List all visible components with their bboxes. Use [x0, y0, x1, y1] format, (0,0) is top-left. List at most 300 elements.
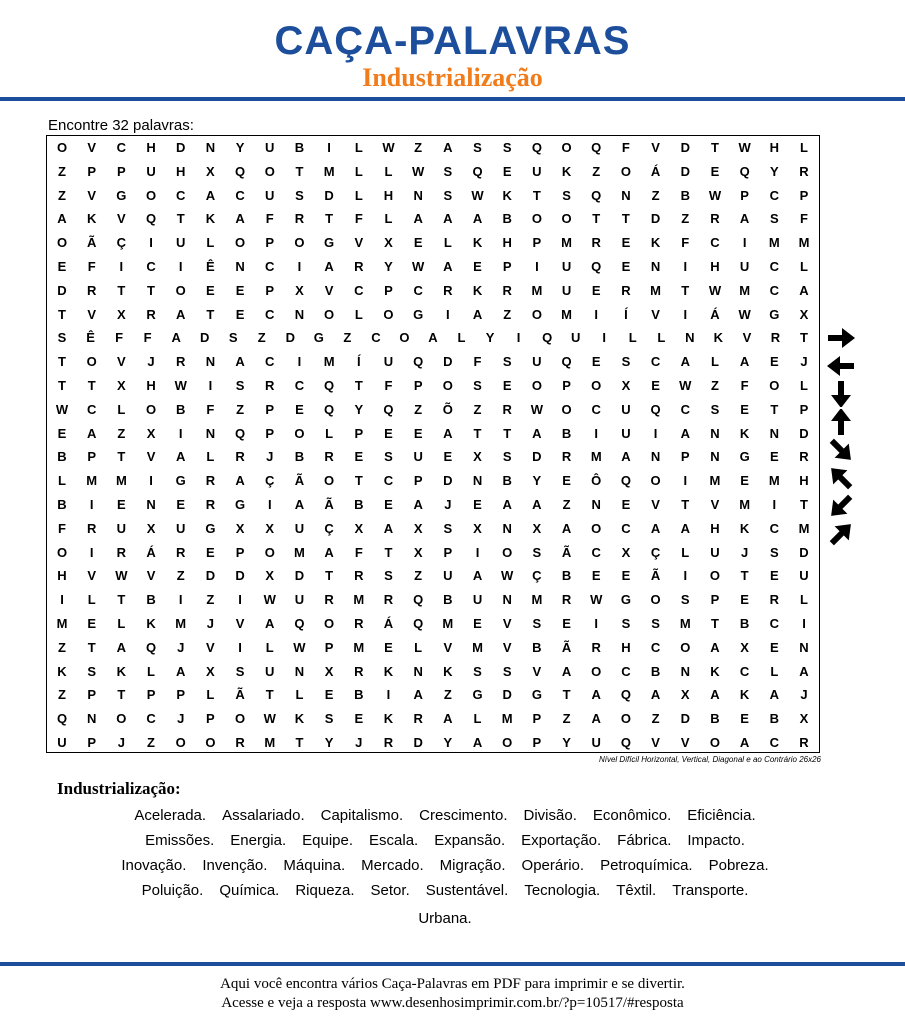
- grid-cell[interactable]: E: [473, 616, 482, 631]
- grid-cell[interactable]: M: [264, 735, 276, 750]
- grid-cell[interactable]: I: [267, 497, 272, 512]
- grid-cell[interactable]: P: [799, 187, 809, 203]
- grid-cell[interactable]: S: [443, 187, 453, 203]
- grid-cell[interactable]: D: [650, 211, 661, 227]
- grid-cell[interactable]: E: [740, 401, 749, 417]
- grid-cell[interactable]: E: [651, 378, 660, 393]
- grid-cell[interactable]: U: [561, 259, 572, 274]
- grid-cell[interactable]: Q: [561, 354, 572, 370]
- grid-cell[interactable]: O: [591, 663, 602, 679]
- grid-cell[interactable]: A: [324, 544, 334, 560]
- grid-cell[interactable]: P: [532, 735, 542, 750]
- grid-cell[interactable]: Q: [413, 616, 424, 631]
- grid-cell[interactable]: N: [769, 425, 779, 441]
- grid-cell[interactable]: U: [561, 282, 572, 298]
- grid-cell[interactable]: E: [384, 425, 393, 441]
- grid-cell[interactable]: S: [473, 378, 482, 393]
- grid-cell[interactable]: X: [146, 520, 156, 536]
- grid-cell[interactable]: Ã: [561, 544, 572, 560]
- grid-cell[interactable]: L: [457, 330, 466, 346]
- grid-cell[interactable]: W: [263, 592, 276, 608]
- grid-cell[interactable]: F: [473, 354, 482, 370]
- grid-cell[interactable]: S: [769, 544, 779, 560]
- grid-cell[interactable]: W: [530, 401, 544, 417]
- grid-cell[interactable]: E: [206, 282, 215, 298]
- grid-cell[interactable]: Y: [443, 735, 453, 750]
- grid-cell[interactable]: S: [710, 401, 720, 417]
- grid-cell[interactable]: Z: [473, 401, 482, 417]
- grid-cell[interactable]: N: [146, 497, 156, 512]
- grid-cell[interactable]: A: [799, 663, 809, 679]
- grid-cell[interactable]: A: [739, 735, 750, 750]
- grid-cell[interactable]: H: [621, 639, 631, 655]
- grid-cell[interactable]: R: [502, 282, 512, 298]
- grid-cell[interactable]: O: [620, 163, 631, 179]
- grid-cell[interactable]: R: [324, 592, 334, 608]
- grid-cell[interactable]: A: [532, 425, 542, 441]
- grid-cell[interactable]: N: [205, 140, 216, 155]
- grid-cell[interactable]: L: [628, 330, 637, 346]
- grid-cell[interactable]: X: [265, 520, 275, 536]
- grid-cell[interactable]: J: [800, 354, 808, 370]
- grid-cell[interactable]: M: [590, 449, 602, 465]
- grid-cell[interactable]: N: [205, 425, 216, 441]
- grid-cell[interactable]: A: [235, 473, 245, 489]
- grid-cell[interactable]: H: [769, 140, 779, 155]
- grid-cell[interactable]: M: [798, 235, 810, 251]
- grid-cell[interactable]: X: [117, 378, 126, 393]
- grid-cell[interactable]: Ã: [561, 639, 572, 655]
- grid-cell[interactable]: N: [799, 639, 809, 655]
- grid-cell[interactable]: O: [709, 735, 721, 750]
- grid-cell[interactable]: G: [175, 473, 186, 489]
- grid-cell[interactable]: I: [683, 306, 688, 322]
- grid-cell[interactable]: E: [562, 473, 571, 489]
- grid-cell[interactable]: Ê: [206, 259, 215, 274]
- grid-cell[interactable]: E: [384, 497, 393, 512]
- grid-cell[interactable]: B: [710, 711, 720, 727]
- grid-cell[interactable]: W: [738, 306, 751, 322]
- grid-cell[interactable]: S: [235, 663, 245, 679]
- grid-cell[interactable]: U: [116, 520, 127, 536]
- grid-cell[interactable]: K: [383, 711, 394, 727]
- grid-cell[interactable]: M: [294, 544, 305, 560]
- grid-cell[interactable]: W: [708, 187, 722, 203]
- grid-cell[interactable]: I: [297, 354, 302, 370]
- grid-cell[interactable]: L: [147, 663, 155, 679]
- grid-cell[interactable]: I: [516, 330, 521, 346]
- grid-cell[interactable]: X: [206, 163, 215, 179]
- grid-cell[interactable]: A: [443, 259, 453, 274]
- grid-cell[interactable]: R: [561, 449, 572, 465]
- grid-cell[interactable]: C: [265, 306, 275, 322]
- grid-cell[interactable]: J: [147, 354, 155, 370]
- grid-cell[interactable]: A: [86, 425, 97, 441]
- grid-cell[interactable]: V: [502, 639, 512, 655]
- grid-cell[interactable]: O: [399, 330, 410, 346]
- grid-cell[interactable]: Í: [624, 306, 628, 322]
- grid-cell[interactable]: A: [561, 663, 572, 679]
- grid-cell[interactable]: U: [532, 354, 542, 370]
- grid-cell[interactable]: O: [264, 544, 275, 560]
- grid-cell[interactable]: I: [119, 259, 124, 274]
- grid-cell[interactable]: D: [285, 330, 295, 346]
- grid-cell[interactable]: N: [86, 711, 97, 727]
- grid-cell[interactable]: O: [264, 163, 275, 179]
- grid-cell[interactable]: W: [471, 187, 484, 203]
- grid-cell[interactable]: R: [591, 235, 601, 251]
- grid-cell[interactable]: E: [354, 711, 364, 727]
- grid-cell[interactable]: A: [324, 259, 334, 274]
- grid-cell[interactable]: K: [57, 663, 67, 679]
- grid-cell[interactable]: Ê: [86, 330, 95, 346]
- grid-cell[interactable]: F: [58, 520, 66, 536]
- grid-cell[interactable]: M: [86, 473, 98, 489]
- grid-cell[interactable]: P: [87, 735, 96, 750]
- grid-cell[interactable]: K: [294, 711, 305, 727]
- grid-cell[interactable]: R: [799, 735, 809, 750]
- grid-cell[interactable]: E: [740, 592, 749, 608]
- grid-cell[interactable]: A: [443, 211, 453, 227]
- grid-cell[interactable]: T: [295, 163, 304, 179]
- grid-cell[interactable]: G: [472, 687, 483, 703]
- grid-cell[interactable]: L: [354, 140, 363, 155]
- grid-cell[interactable]: U: [146, 163, 156, 179]
- grid-cell[interactable]: Z: [414, 140, 423, 155]
- grid-cell[interactable]: L: [414, 639, 423, 655]
- grid-cell[interactable]: C: [413, 282, 423, 298]
- grid-cell[interactable]: K: [472, 235, 483, 251]
- grid-cell[interactable]: O: [145, 401, 157, 417]
- grid-cell[interactable]: U: [591, 735, 601, 750]
- grid-cell[interactable]: O: [650, 592, 661, 608]
- grid-cell[interactable]: S: [502, 663, 512, 679]
- grid-cell[interactable]: T: [325, 568, 334, 584]
- grid-cell[interactable]: O: [709, 568, 721, 584]
- grid-cell[interactable]: T: [117, 449, 126, 465]
- grid-cell[interactable]: I: [594, 616, 599, 631]
- grid-cell[interactable]: R: [205, 497, 216, 512]
- grid-cell[interactable]: A: [413, 497, 423, 512]
- grid-cell[interactable]: D: [176, 140, 186, 155]
- grid-cell[interactable]: Z: [58, 687, 66, 703]
- grid-cell[interactable]: B: [176, 401, 186, 417]
- grid-cell[interactable]: Z: [147, 735, 155, 750]
- grid-cell[interactable]: A: [176, 663, 186, 679]
- grid-cell[interactable]: A: [650, 687, 661, 703]
- grid-cell[interactable]: S: [324, 711, 334, 727]
- grid-cell[interactable]: Y: [562, 735, 571, 750]
- grid-cell[interactable]: O: [531, 211, 542, 227]
- grid-cell[interactable]: X: [413, 544, 423, 560]
- grid-cell[interactable]: O: [620, 711, 631, 727]
- grid-cell[interactable]: Q: [472, 163, 483, 179]
- grid-cell[interactable]: Y: [235, 140, 245, 155]
- grid-cell[interactable]: R: [265, 378, 275, 393]
- grid-cell[interactable]: E: [324, 687, 334, 703]
- grid-cell[interactable]: I: [475, 544, 480, 560]
- grid-cell[interactable]: L: [657, 330, 666, 346]
- grid-cell[interactable]: P: [87, 163, 96, 179]
- grid-cell[interactable]: N: [294, 663, 305, 679]
- grid-cell[interactable]: B: [57, 449, 67, 465]
- grid-cell[interactable]: X: [621, 378, 631, 393]
- grid-cell[interactable]: S: [502, 140, 512, 155]
- grid-cell[interactable]: Í: [356, 354, 361, 370]
- grid-cell[interactable]: Z: [176, 568, 185, 584]
- grid-cell[interactable]: N: [680, 663, 690, 679]
- grid-cell[interactable]: O: [56, 235, 68, 251]
- grid-cell[interactable]: W: [263, 711, 276, 727]
- grid-cell[interactable]: V: [87, 568, 96, 584]
- grid-cell[interactable]: O: [205, 735, 216, 750]
- grid-cell[interactable]: A: [532, 497, 542, 512]
- grid-cell[interactable]: T: [710, 140, 719, 155]
- grid-cell[interactable]: P: [502, 259, 512, 274]
- grid-cell[interactable]: Z: [206, 592, 215, 608]
- grid-cell[interactable]: R: [443, 282, 453, 298]
- grid-cell[interactable]: O: [680, 639, 691, 655]
- grid-cell[interactable]: V: [710, 497, 720, 512]
- grid-cell[interactable]: R: [176, 544, 186, 560]
- grid-cell[interactable]: W: [708, 282, 722, 298]
- grid-cell[interactable]: R: [354, 259, 364, 274]
- grid-cell[interactable]: E: [57, 425, 67, 441]
- grid-cell[interactable]: G: [324, 235, 335, 251]
- grid-cell[interactable]: R: [176, 354, 186, 370]
- grid-cell[interactable]: F: [143, 330, 152, 346]
- grid-cell[interactable]: C: [176, 187, 186, 203]
- grid-cell[interactable]: V: [651, 497, 660, 512]
- grid-cell[interactable]: P: [740, 187, 749, 203]
- grid-cell[interactable]: Ç: [116, 235, 127, 251]
- grid-cell[interactable]: N: [650, 259, 661, 274]
- grid-cell[interactable]: O: [235, 235, 246, 251]
- grid-cell[interactable]: A: [680, 354, 690, 370]
- grid-cell[interactable]: H: [710, 259, 720, 274]
- grid-cell[interactable]: A: [413, 211, 423, 227]
- grid-cell[interactable]: V: [146, 568, 156, 584]
- grid-cell[interactable]: P: [206, 711, 215, 727]
- grid-cell[interactable]: P: [413, 473, 423, 489]
- grid-cell[interactable]: P: [354, 425, 364, 441]
- grid-cell[interactable]: V: [651, 735, 660, 750]
- grid-cell[interactable]: T: [354, 378, 363, 393]
- grid-cell[interactable]: D: [443, 473, 453, 489]
- grid-cell[interactable]: I: [208, 378, 213, 393]
- grid-cell[interactable]: D: [235, 568, 245, 584]
- grid-cell[interactable]: S: [562, 187, 571, 203]
- grid-cell[interactable]: R: [770, 330, 781, 346]
- grid-cell[interactable]: U: [294, 520, 305, 536]
- grid-cell[interactable]: C: [294, 378, 305, 393]
- grid-cell[interactable]: O: [324, 306, 335, 322]
- grid-cell[interactable]: U: [621, 425, 631, 441]
- grid-cell[interactable]: Q: [383, 401, 394, 417]
- grid-cell[interactable]: I: [535, 259, 539, 274]
- grid-cell[interactable]: S: [57, 330, 67, 346]
- grid-cell[interactable]: E: [235, 282, 245, 298]
- grid-cell[interactable]: V: [742, 330, 752, 346]
- grid-cell[interactable]: G: [769, 306, 780, 322]
- grid-cell[interactable]: R: [769, 592, 779, 608]
- grid-cell[interactable]: Z: [503, 306, 512, 322]
- grid-cell[interactable]: O: [56, 140, 68, 155]
- grid-cell[interactable]: D: [443, 354, 453, 370]
- grid-cell[interactable]: V: [651, 306, 660, 322]
- grid-cell[interactable]: V: [502, 616, 512, 631]
- grid-cell[interactable]: B: [769, 711, 779, 727]
- grid-cell[interactable]: N: [621, 187, 631, 203]
- grid-cell[interactable]: N: [205, 354, 216, 370]
- grid-cell[interactable]: R: [383, 735, 394, 750]
- grid-cell[interactable]: V: [117, 354, 126, 370]
- grid-cell[interactable]: Ç: [650, 544, 661, 560]
- grid-cell[interactable]: Y: [384, 259, 393, 274]
- grid-cell[interactable]: M: [798, 520, 810, 536]
- grid-cell[interactable]: B: [561, 425, 572, 441]
- grid-cell[interactable]: R: [561, 592, 572, 608]
- grid-cell[interactable]: V: [651, 140, 660, 155]
- grid-cell[interactable]: H: [502, 235, 512, 251]
- grid-cell[interactable]: I: [327, 140, 331, 155]
- grid-cell[interactable]: Z: [58, 639, 66, 655]
- grid-cell[interactable]: Q: [739, 163, 750, 179]
- grid-cell[interactable]: A: [443, 711, 453, 727]
- grid-cell[interactable]: N: [294, 306, 305, 322]
- grid-cell[interactable]: O: [650, 473, 661, 489]
- grid-cell[interactable]: M: [472, 639, 483, 655]
- grid-cell[interactable]: O: [145, 187, 157, 203]
- grid-cell[interactable]: I: [683, 568, 688, 584]
- grid-cell[interactable]: X: [799, 306, 809, 322]
- grid-cell[interactable]: O: [531, 378, 542, 393]
- grid-cell[interactable]: Ã: [650, 568, 661, 584]
- grid-cell[interactable]: C: [116, 140, 127, 155]
- grid-cell[interactable]: I: [594, 425, 599, 441]
- grid-cell[interactable]: C: [265, 354, 275, 370]
- grid-cell[interactable]: Z: [58, 163, 66, 179]
- grid-cell[interactable]: N: [502, 592, 512, 608]
- grid-cell[interactable]: I: [802, 616, 806, 631]
- grid-cell[interactable]: U: [413, 449, 423, 465]
- grid-cell[interactable]: S: [384, 449, 393, 465]
- grid-cell[interactable]: A: [235, 354, 245, 370]
- grid-cell[interactable]: U: [710, 544, 720, 560]
- grid-cell[interactable]: C: [739, 663, 750, 679]
- grid-cell[interactable]: J: [206, 616, 214, 631]
- grid-cell[interactable]: J: [741, 544, 749, 560]
- grid-cell[interactable]: X: [621, 544, 631, 560]
- grid-cell[interactable]: B: [502, 211, 512, 227]
- grid-cell[interactable]: X: [235, 520, 245, 536]
- grid-cell[interactable]: O: [116, 711, 127, 727]
- grid-cell[interactable]: R: [413, 711, 423, 727]
- grid-cell[interactable]: E: [621, 235, 631, 251]
- grid-cell[interactable]: S: [621, 616, 631, 631]
- grid-cell[interactable]: O: [324, 473, 335, 489]
- grid-cell[interactable]: T: [710, 616, 719, 631]
- grid-cell[interactable]: R: [354, 568, 364, 584]
- grid-cell[interactable]: F: [681, 235, 690, 251]
- grid-cell[interactable]: A: [205, 187, 216, 203]
- grid-cell[interactable]: Q: [591, 187, 602, 203]
- grid-cell[interactable]: E: [591, 568, 601, 584]
- grid-cell[interactable]: T: [58, 378, 66, 393]
- grid-cell[interactable]: I: [602, 330, 607, 346]
- grid-cell[interactable]: Q: [324, 401, 335, 417]
- grid-cell[interactable]: K: [739, 520, 750, 536]
- grid-cell[interactable]: K: [561, 163, 572, 179]
- grid-cell[interactable]: Z: [681, 211, 690, 227]
- grid-cell[interactable]: D: [680, 711, 690, 727]
- grid-cell[interactable]: E: [473, 497, 482, 512]
- grid-cell[interactable]: Z: [562, 711, 571, 727]
- grid-cell[interactable]: W: [679, 378, 692, 393]
- grid-cell[interactable]: B: [650, 663, 661, 679]
- grid-cell[interactable]: L: [325, 425, 334, 441]
- grid-cell[interactable]: L: [770, 663, 779, 679]
- grid-cell[interactable]: W: [115, 568, 128, 584]
- grid-cell[interactable]: H: [146, 140, 156, 155]
- grid-cell[interactable]: E: [621, 259, 631, 274]
- grid-cell[interactable]: J: [266, 449, 274, 465]
- grid-cell[interactable]: U: [265, 663, 275, 679]
- grid-cell[interactable]: B: [57, 497, 67, 512]
- grid-cell[interactable]: T: [176, 211, 185, 227]
- grid-cell[interactable]: R: [799, 449, 809, 465]
- grid-cell[interactable]: Y: [485, 330, 495, 346]
- grid-cell[interactable]: M: [115, 473, 127, 489]
- grid-cell[interactable]: C: [591, 401, 601, 417]
- grid-cell[interactable]: X: [413, 520, 423, 536]
- grid-cell[interactable]: A: [428, 330, 438, 346]
- grid-cell[interactable]: E: [295, 401, 304, 417]
- grid-cell[interactable]: U: [570, 330, 581, 346]
- grid-cell[interactable]: N: [413, 663, 423, 679]
- grid-cell[interactable]: I: [742, 235, 747, 251]
- grid-cell[interactable]: S: [680, 592, 690, 608]
- grid-cell[interactable]: L: [800, 592, 808, 608]
- grid-cell[interactable]: H: [146, 378, 156, 393]
- grid-cell[interactable]: K: [502, 187, 512, 203]
- grid-cell[interactable]: S: [502, 354, 512, 370]
- grid-cell[interactable]: D: [413, 735, 423, 750]
- grid-cell[interactable]: A: [294, 497, 305, 512]
- grid-cell[interactable]: A: [769, 687, 779, 703]
- grid-cell[interactable]: K: [713, 330, 724, 346]
- grid-cell[interactable]: M: [323, 163, 335, 179]
- grid-cell[interactable]: Q: [620, 735, 631, 750]
- grid-cell[interactable]: V: [117, 211, 126, 227]
- grid-cell[interactable]: M: [739, 282, 751, 298]
- grid-cell[interactable]: E: [176, 497, 186, 512]
- grid-cell[interactable]: K: [472, 282, 483, 298]
- grid-cell[interactable]: Z: [710, 378, 719, 393]
- grid-cell[interactable]: A: [561, 520, 572, 536]
- grid-cell[interactable]: S: [651, 616, 660, 631]
- grid-cell[interactable]: D: [502, 687, 512, 703]
- grid-cell[interactable]: C: [621, 520, 631, 536]
- grid-cell[interactable]: K: [739, 687, 750, 703]
- grid-cell[interactable]: J: [177, 639, 185, 655]
- grid-cell[interactable]: F: [87, 259, 96, 274]
- grid-cell[interactable]: E: [621, 568, 631, 584]
- grid-cell[interactable]: Y: [532, 473, 542, 489]
- grid-cell[interactable]: W: [382, 140, 395, 155]
- grid-cell[interactable]: C: [86, 401, 97, 417]
- grid-cell[interactable]: Ç: [532, 568, 542, 584]
